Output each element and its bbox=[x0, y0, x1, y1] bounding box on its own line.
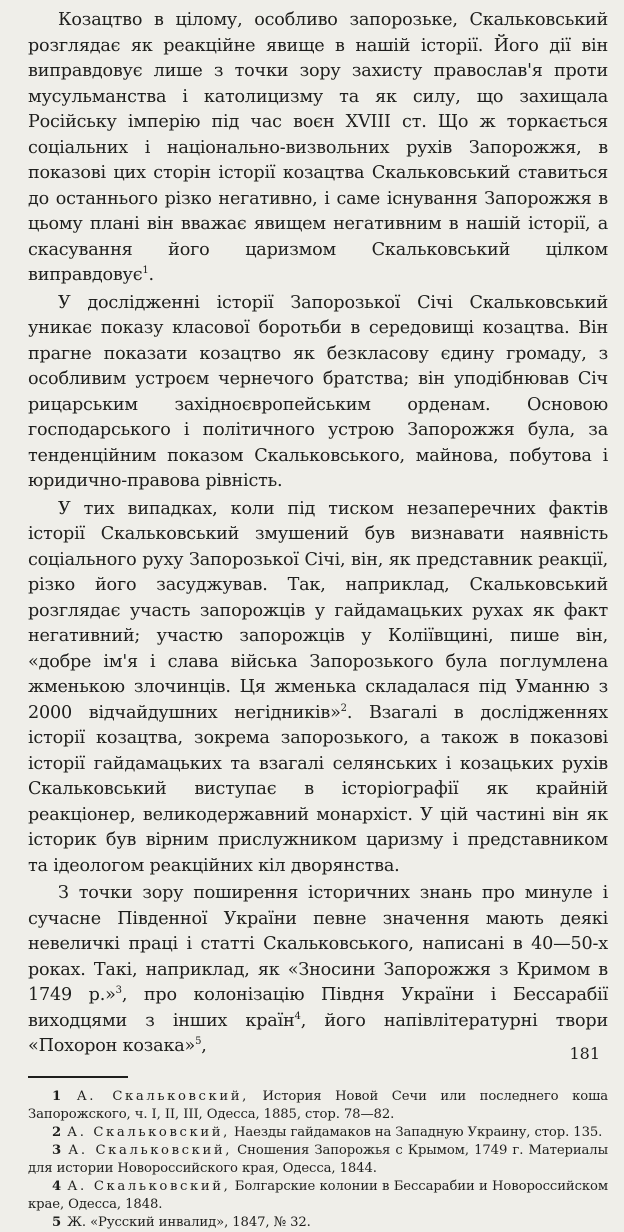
footnote-2 bbox=[28, 1124, 608, 1142]
footnote-author: Ж. bbox=[67, 1214, 86, 1230]
footnote-4 bbox=[28, 1178, 608, 1214]
footnote-text: Сношения Запорожья с Крымом, 1749 г. Материалы для истории Новороссийского края, Одесса, 1844. bbox=[28, 1142, 608, 1176]
footnote-author: А. Скальковский, bbox=[67, 1124, 230, 1140]
footnote-3 bbox=[28, 1142, 608, 1178]
paragraph-text: , bbox=[201, 1036, 207, 1056]
paragraph-text: . Взагалі в дослідженнях історії козацтва, зокрема запорозького, а також в показові історії гайдамацьких та взагалі селянських і козацьких рухів Скальковський виступає в історіографії як крайній реакціонер, великодержавний монархіст. У цій частині він як історик був вірним прислужником царизму і представником та ідеологом реакційних кіл дворянства. bbox=[28, 702, 608, 876]
paragraph-4 bbox=[28, 881, 608, 1060]
paragraph-text: У дослідженні історії Запорозької Січі Скальковський уникає показу класової боротьби в середовищі козацтва. Він прагне показати козацтво як безкласову єдину громаду, з особливим устроєм чернечого братства; він уподібнював Січ рицарським західноєвропейським орденам. Основою господарського і політичного устрою Запорожжя була, за тенденційним показом Скальковського, майнова, побутова і юридично-правова рівність. bbox=[28, 292, 608, 491]
footnote-5 bbox=[28, 1214, 608, 1232]
paragraph-text: У тих випадках, коли під тиском незаперечних фактів історії Скальковський змушений був визнавати наявність соціального руху Запорозької Січі, він, як представник реакції, різко його засуджував. Так, наприклад, Скальковський розглядає участь запорожців у гайдамацьких рухах як факт негативний; участю запорожців у Коліївщині, пише він, «добре ім'я і слава війська Запорозького була поглумлена жменькою злочинців. Ця жменька складалася під Уманню з 2000 відчайдушних негідників» bbox=[28, 498, 608, 723]
footnote-author: А. Скальковский, bbox=[68, 1142, 233, 1158]
footnote-ref[interactable]: 4 bbox=[294, 1010, 301, 1022]
paragraph-3 bbox=[28, 497, 608, 880]
paragraph-text: , про колонізацію Півдня України і Бессарабії виходцями з інших країн bbox=[28, 985, 609, 1031]
footnote-text: Наезды гайдамаков на Западную Украину, стор. 135. bbox=[229, 1124, 603, 1140]
page-number: 181 bbox=[569, 1044, 600, 1063]
footnote-number: 5 bbox=[52, 1214, 62, 1230]
paragraph-text: Козацтво в цілому, особливо запорозьке, Скальковський розглядає як реакційне явище в нашій історії. Його дії він виправдовує лише з точки зору захисту православ'я проти мусульманства і католицизму та як силу, що захищала Російську імперію під час воєн XVIII ст. Що ж торкається соціальних і національно-визвольних рухів Запорожжя, в показові цих сторін історії козацтва Скальковський ставиться до останнього різко негативно, і саме існування Запорожжя в цьому плані він вважає явищем негативним в нашій історії, а скасування його царизмом Скальковський цілком виправдовує bbox=[28, 10, 608, 285]
footnote-ref[interactable]: 3 bbox=[115, 985, 122, 997]
paragraph-2 bbox=[28, 291, 608, 495]
footnote-number: 1 bbox=[52, 1088, 62, 1104]
footnote-text: История Новой Сечи или последнего коша Запорожского, ч. I, II, III, Одесса, 1885, стор. 78—82. bbox=[28, 1088, 608, 1122]
footnote-number: 3 bbox=[52, 1142, 62, 1158]
paragraph-text: , його напівлітературні твори «Похорон козака» bbox=[28, 1010, 608, 1056]
paragraph-1: Козацтво в цілому, особливо запорозьке, Скальковський розглядає як реакційне явище в нашій історії. Його дії він виправдовує лише з точки зору захисту православ'я проти мусульманства і католицизму та як силу, що захищала Російську імперію під час воєн XVIII ст. Що ж торкається соціальних і національно-визвольних рухів Запорожжя, в показові цих сторін історії козацтва Скальковський ставиться до останнього різко негативно, і саме існування Запорожжя в цьому плані він вважає явищем негативним в нашій історії, а скасування його царизмом Скальковський цілком виправдовує$^1$. bbox=[28, 10, 608, 285]
footnote-text: Болгарские колонии в Бессарабии и Новороссийском крае, Одесса, 1848. bbox=[28, 1178, 608, 1212]
footnote-ref[interactable]: 1 bbox=[142, 265, 149, 277]
footnote-text: «Русский инвалид», 1847, № 32. bbox=[85, 1214, 311, 1230]
footnote-author: А. Скальковский, bbox=[76, 1088, 249, 1104]
footnote-1 bbox=[28, 1088, 608, 1124]
footnote-number: 2 bbox=[52, 1124, 62, 1140]
footnote-number: 4 bbox=[52, 1178, 62, 1194]
footnote-ref[interactable]: 5 bbox=[195, 1036, 202, 1048]
footnote-author: А. Скальковский, bbox=[67, 1178, 231, 1194]
paragraph-text: З точки зору поширення історичних знань про минуле і сучасне Південної України певне значення мають деякі невеличкі праці і статті Скальковського, написані в 40—50-х роках. Такі, наприклад, як «Зносини Запорожжя з Кримом в 1749 р.» bbox=[28, 883, 608, 1005]
footnote-ref[interactable]: 2 bbox=[340, 702, 347, 714]
